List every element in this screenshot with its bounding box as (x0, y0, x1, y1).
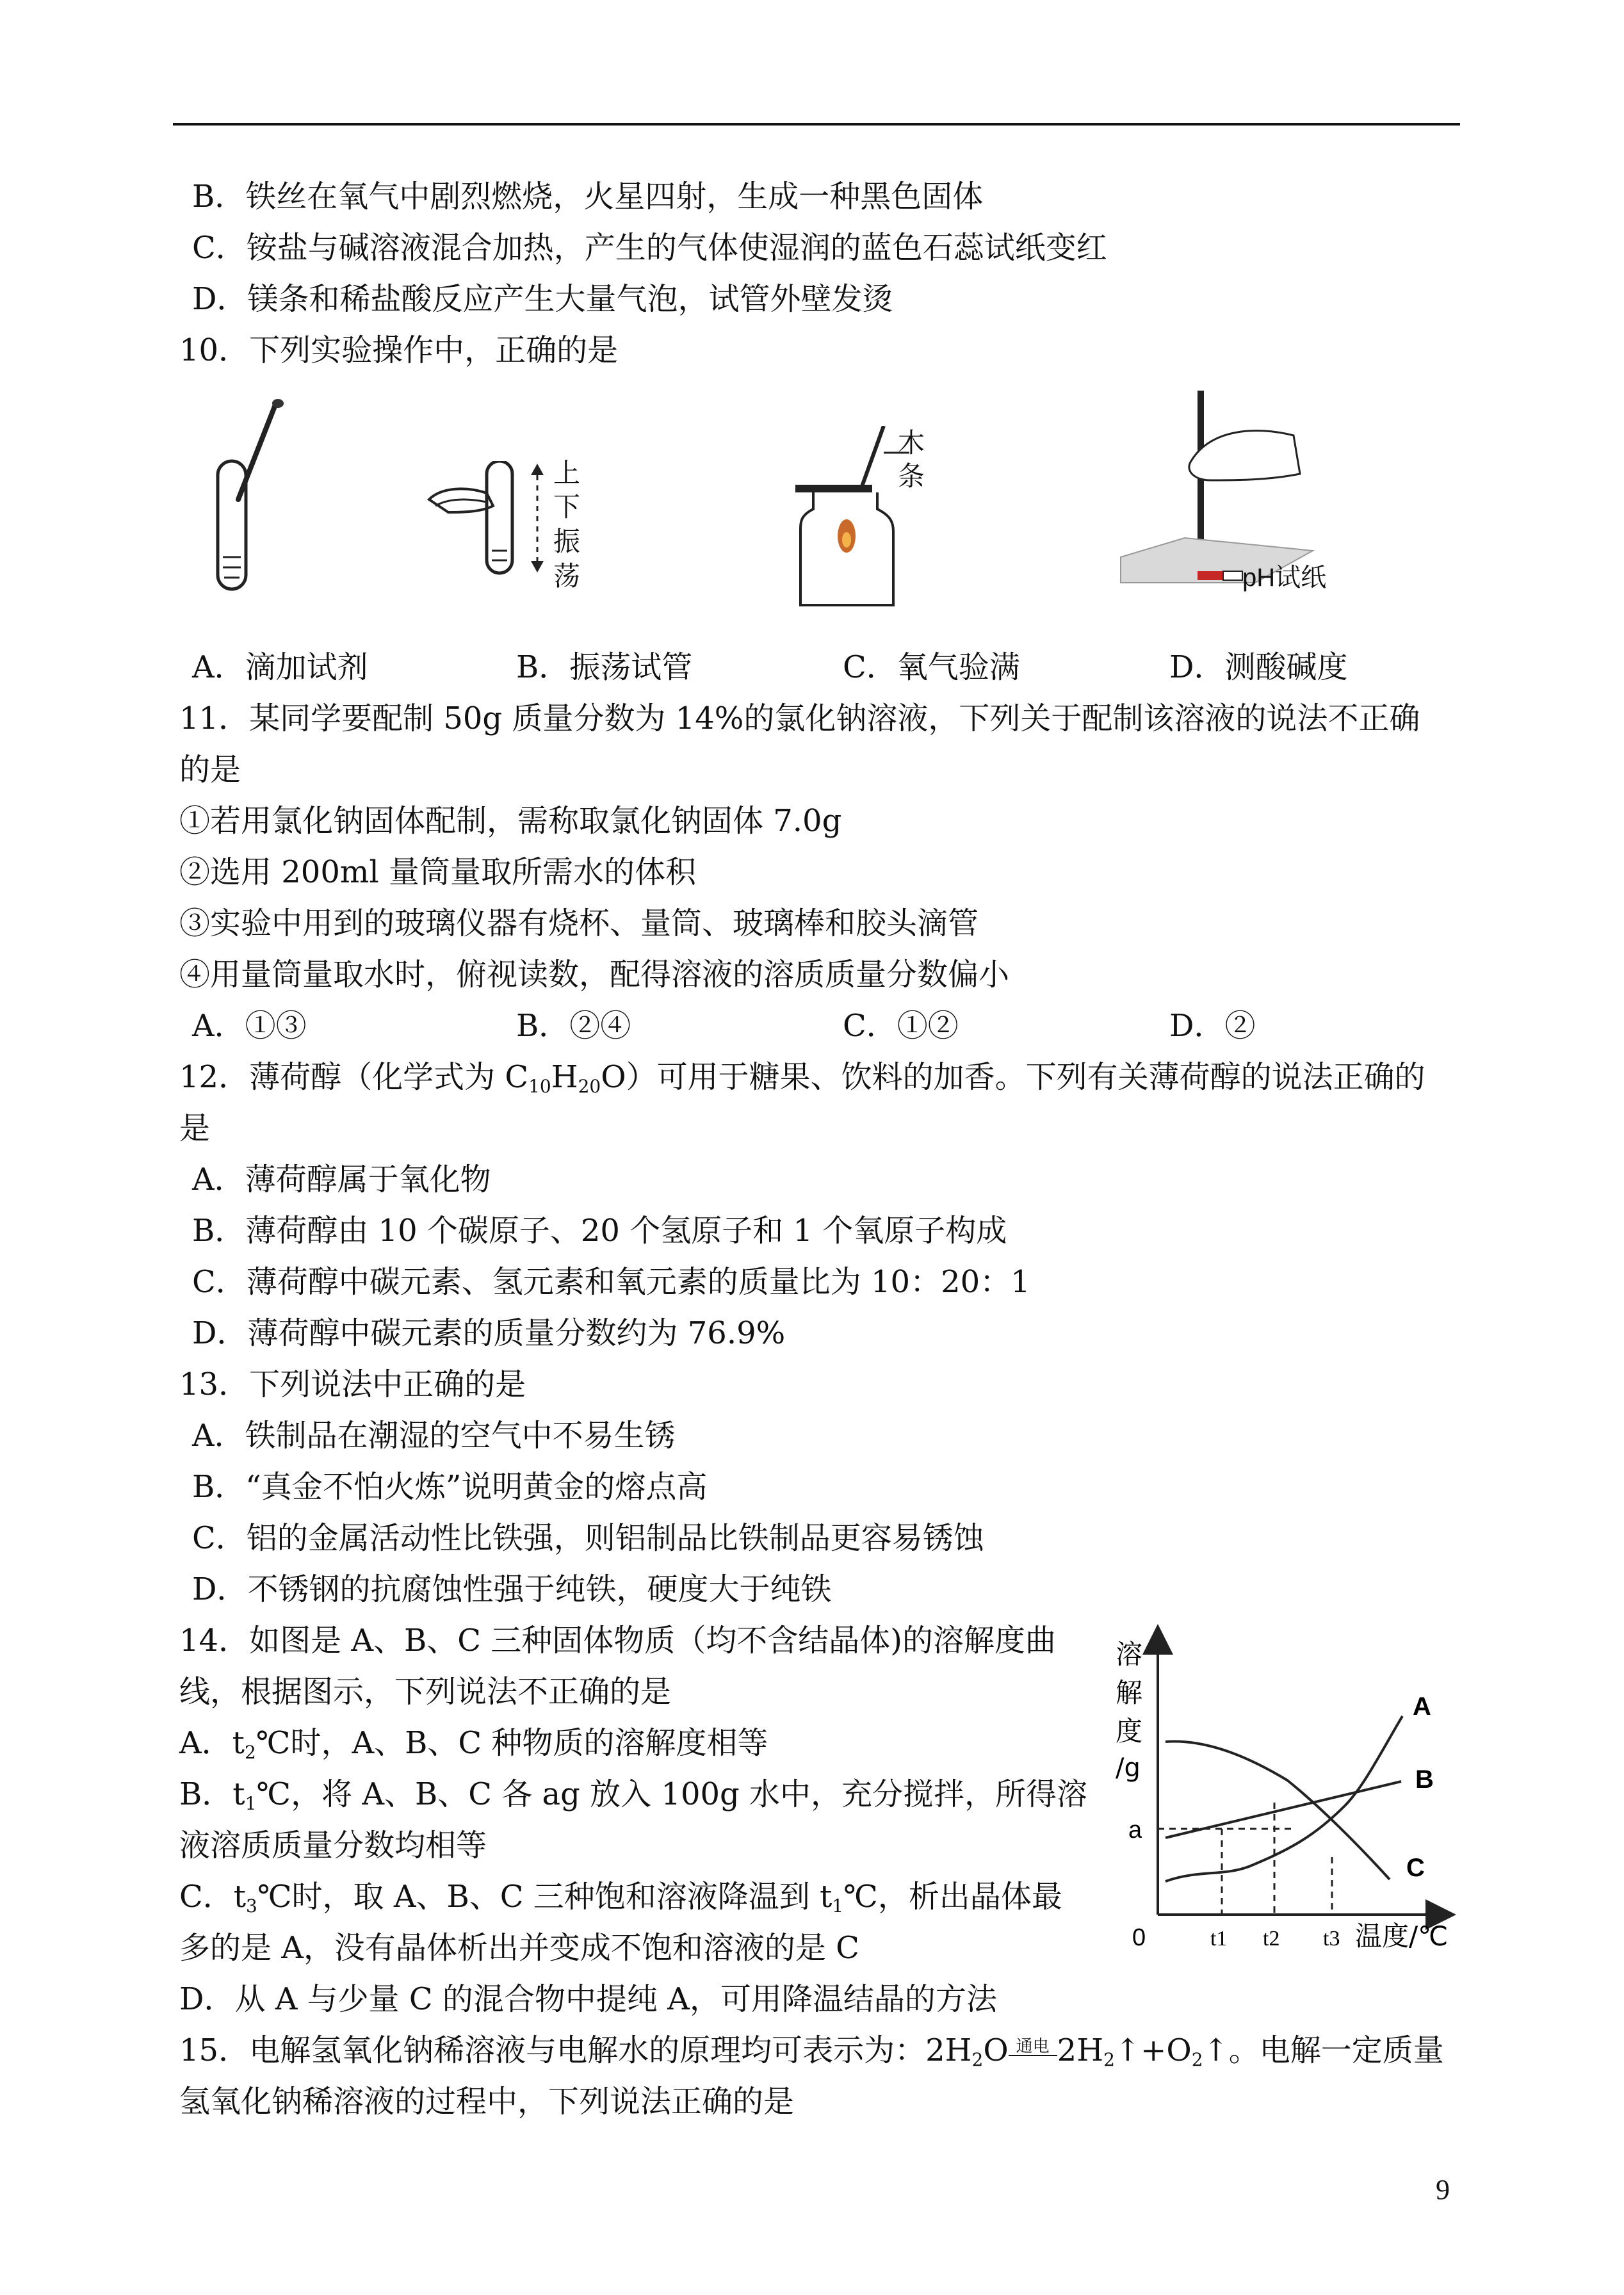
q12-stem-line2: 是 (179, 1110, 211, 1146)
q12-option-c: C．薄荷醇中碳元素、氢元素和氧元素的质量比为 10：20：1 (192, 1264, 1030, 1300)
header-rule (173, 123, 1460, 126)
figure-shake-test-tube (423, 461, 525, 589)
q11-option-a: A．①③ (192, 1008, 307, 1044)
q13-option-a: A．铁制品在潮湿的空气中不易生锈 (192, 1418, 676, 1454)
q10-option-b: B．振荡试管 (516, 649, 693, 685)
q15-stem-line2: 氢氧化钠稀溶液的过程中，下列说法正确的是 (179, 2084, 795, 2120)
x-axis-label: 温度/℃ (1355, 1920, 1449, 1952)
q14-option-b-cont: 液溶质质量分数均相等 (179, 1828, 487, 1863)
q14-stem-line2: 线，根据图示，下列说法不正确的是 (179, 1674, 672, 1710)
x-tick-t3: t3 (1323, 1927, 1340, 1950)
y-label-3: 度 (1116, 1715, 1143, 1747)
q11-option-b: B．②④ (516, 1008, 631, 1044)
label-up: 上 (553, 458, 581, 488)
label-shake-2: 荡 (553, 561, 581, 591)
solubility-graph (1101, 1620, 1460, 1966)
q11-item-3: ③实验中用到的玻璃仪器有烧杯、量筒、玻璃棒和胶头滴管 (179, 905, 979, 941)
q11-item-2: ②选用 200ml 量筒量取所需水的体积 (179, 854, 697, 890)
equation-condition: 通电 (1009, 2038, 1057, 2056)
q15-stem-line1: 15．电解氢氧化钠稀溶液与电解水的原理均可表示为：$2H_2O$ 通电 $2H_2↑+O_2↑$。电解一定质量 (179, 2032, 1444, 2070)
arrow-up-down-icon (528, 464, 547, 572)
origin-label: 0 (1132, 1924, 1146, 1951)
q11-option-d: D．② (1169, 1008, 1256, 1044)
q12-option-d: D．薄荷醇中碳元素的质量分数约为 76.9% (192, 1315, 786, 1351)
q10-option-d: D．测酸碱度 (1169, 649, 1348, 685)
curve-c-label: C (1406, 1854, 1425, 1882)
y-label-2: 解 (1116, 1677, 1143, 1708)
a-tick-label: a (1128, 1817, 1142, 1844)
q14-option-a: A．$t_2℃$时，A、B、C 种物质的溶解度相等 (179, 1725, 768, 1763)
q12-option-b: B．薄荷醇由 10 个碳原子、20 个氢原子和 1 个氧原子构成 (192, 1213, 1007, 1249)
q13-option-d: D．不锈钢的抗腐蚀性强于纯铁，硬度大于纯铁 (192, 1571, 832, 1607)
x-tick-t1: t1 (1210, 1927, 1228, 1950)
q14-option-c-cont: 多的是 A，没有晶体析出并变成不饱和溶液的是 C (179, 1930, 859, 1966)
q12-stem-line1: 12．薄荷醇（化学式为 $C_{10}H_{20}O$）可用于糖果、饮料的加香。下列有关薄荷醇的说法正确的 (179, 1059, 1425, 1097)
curve-b (1165, 1781, 1401, 1838)
q11-option-c: C．①② (843, 1008, 959, 1044)
q9-option-d: D．镁条和稀盐酸反应产生大量气泡，试管外壁发烫 (192, 281, 893, 317)
q10-stem: 10．下列实验操作中，正确的是 (179, 332, 619, 368)
label-wood-1: 木 (898, 428, 925, 458)
q10-option-a: A．滴加试剂 (192, 649, 368, 685)
label-ph-paper: pH试纸 (1242, 564, 1327, 592)
q11-stem-line1: 11．某同学要配制 50g 质量分数为 14%的氯化钠溶液，下列关于配制该溶液的说法不正确 (179, 701, 1420, 736)
figure-add-reagent (205, 397, 288, 602)
q13-stem: 13．下列说法中正确的是 (179, 1366, 526, 1402)
q11-stem-line2: 的是 (179, 752, 241, 788)
q10-option-c: C．氧气验满 (843, 649, 1020, 685)
figure-oxygen-check (788, 426, 909, 612)
y-label-4: /g (1116, 1753, 1141, 1783)
curve-b-label: B (1415, 1765, 1434, 1794)
q14-option-d: D．从 A 与少量 C 的混合物中提纯 A，可用降温结晶的方法 (179, 1981, 997, 2017)
q13-option-c: C．铝的金属活动性比铁强，则铝制品比铁制品更容易锈蚀 (192, 1520, 984, 1556)
q14-option-c: C．$t_3℃$时，取 A、B、C 三种饱和溶液降温到 $t_1℃$，析出晶体最 (179, 1879, 1062, 1917)
q14-stem-line1: 14．如图是 A、B、C 三种固体物质（均不含结晶体)的溶解度曲 (179, 1623, 1056, 1658)
q9-option-c: C．铵盐与碱溶液混合加热，产生的气体使湿润的蓝色石蕊试纸变红 (192, 230, 1107, 266)
q13-option-b: B．“真金不怕火炼”说明黄金的熔点高 (192, 1469, 708, 1505)
page-number: 9 (1436, 2174, 1450, 2205)
label-wood-2: 条 (898, 461, 925, 491)
q9-option-b: B．铁丝在氧气中剧烈燃烧，火星四射，生成一种黑色固体 (192, 179, 984, 215)
label-shake-1: 振 (553, 526, 581, 556)
curve-a-label: A (1413, 1692, 1431, 1721)
label-down: 下 (553, 492, 581, 522)
q11-item-4: ④用量筒量取水时，俯视读数，配得溶液的溶质质量分数偏小 (179, 957, 1010, 993)
x-tick-t2: t2 (1263, 1927, 1280, 1950)
q14-option-b: B．$t_1℃$，将 A、B、C 各 ag 放入 100g 水中，充分搅拌，所得溶 (179, 1776, 1088, 1814)
q11-item-1: ①若用氯化钠固体配制，需称取氯化钠固体 7.0g (179, 803, 842, 839)
y-label-1: 溶 (1116, 1639, 1143, 1670)
q12-option-a: A．薄荷醇属于氧化物 (192, 1162, 491, 1197)
